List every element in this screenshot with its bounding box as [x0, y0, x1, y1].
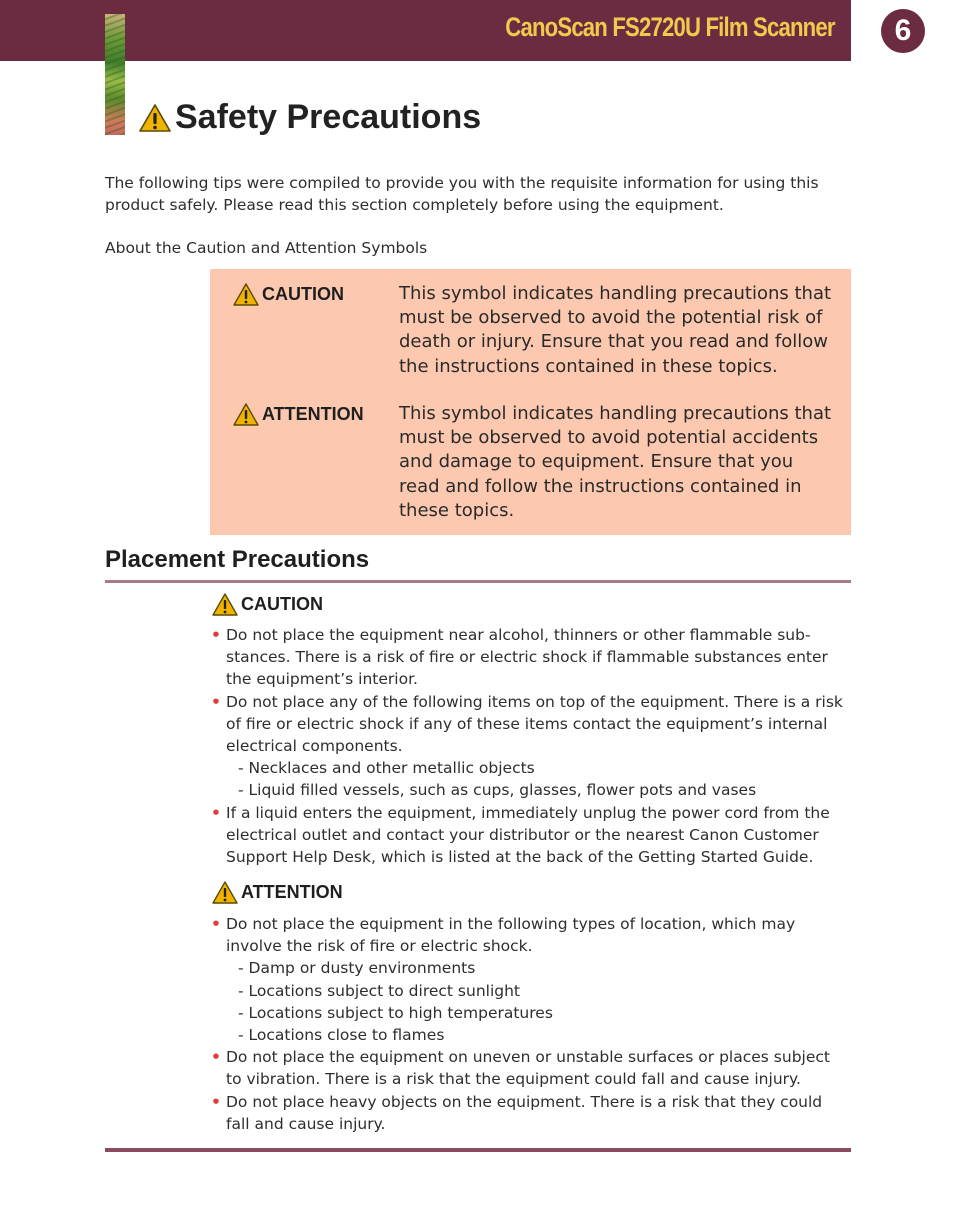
placement-caution-heading: CAUTION: [211, 592, 323, 617]
header-bar: [0, 0, 851, 61]
list-item: • Do not place any of the following items on top of the equipment. There is a risk of fire or electric shock if any of these items contact the equipment’s internal electrical components.: [211, 692, 843, 756]
section-divider: [105, 580, 851, 583]
intro-paragraph: The following tips were compiled to provide you with the requisite information for using this product safely. Please read this section completely before using the equipment.: [105, 174, 819, 214]
caution-label: CAUTION: [232, 282, 344, 307]
list-item: • Do not place the equipment near alcohol, thinners or other flammable sub-stances. There is a risk of fire or electric shock if flammable substances enter the equipment’s interior.: [211, 626, 828, 689]
caution-list: [211, 624, 847, 868]
list-item: • Do not place the equipment in the following types of location, which may involve the risk of fire or electric shock.: [211, 915, 796, 956]
decorative-fern-image: [105, 14, 125, 135]
list-subitem: - Locations close to flames: [238, 1026, 445, 1045]
list-item: • Do not place heavy objects on the equipment. There is a risk that they could fall and cause injury.: [211, 1092, 823, 1133]
document-title: CanoScan FS2720U Film Scanner: [505, 12, 835, 42]
list-item: • If a liquid enters the equipment, immediately unplug the power cord from the electrical outlet and contact your distributor or the nearest Canon Customer Support Help Desk, which is listed at the back of the Getting Started Guide.: [211, 803, 830, 867]
page-title-text: Safety Precautions: [175, 98, 482, 136]
list-subitem: - Necklaces and other metallic objects: [238, 759, 535, 778]
warning-icon: [232, 282, 260, 307]
list-subitem: - Liquid filled vessels, such as cups, glasses, flower pots and vases: [238, 781, 757, 800]
caution-description: This symbol indicates handling precautions that must be observed to avoid the potential risk of death or injury. Ensure that you read and follow the instructions contained in these topics.: [399, 283, 832, 377]
warning-icon: [211, 592, 239, 617]
list-item: • Do not place the equipment on uneven or unstable surfaces or places subject to vibration. There is a risk that the equipment could fall and cause injury.: [211, 1048, 830, 1089]
attention-list: [211, 913, 847, 1135]
warning-icon: [232, 402, 260, 427]
page-title: [138, 98, 481, 137]
warning-icon: [138, 103, 172, 133]
symbols-explanation-box: [210, 269, 851, 535]
placement-section-title: Placement Precautions: [105, 546, 370, 573]
list-subitem: - Damp or dusty environments: [238, 959, 476, 978]
attention-label: ATTENTION: [232, 402, 364, 427]
footer-divider: [105, 1148, 851, 1152]
list-subitem: - Locations subject to direct sunlight: [238, 981, 520, 1000]
attention-description: This symbol indicates handling precautions that must be observed to avoid potential accidents and damage to equipment. Ensure that you read and follow the instructions contained in these topics.: [399, 403, 832, 521]
placement-attention-heading: ATTENTION: [211, 880, 343, 905]
list-subitem: - Locations subject to high temperatures: [238, 1003, 553, 1022]
page-number-badge: 6: [881, 9, 925, 53]
symbols-heading: About the Caution and Attention Symbols: [105, 239, 428, 257]
warning-icon: [211, 880, 239, 905]
